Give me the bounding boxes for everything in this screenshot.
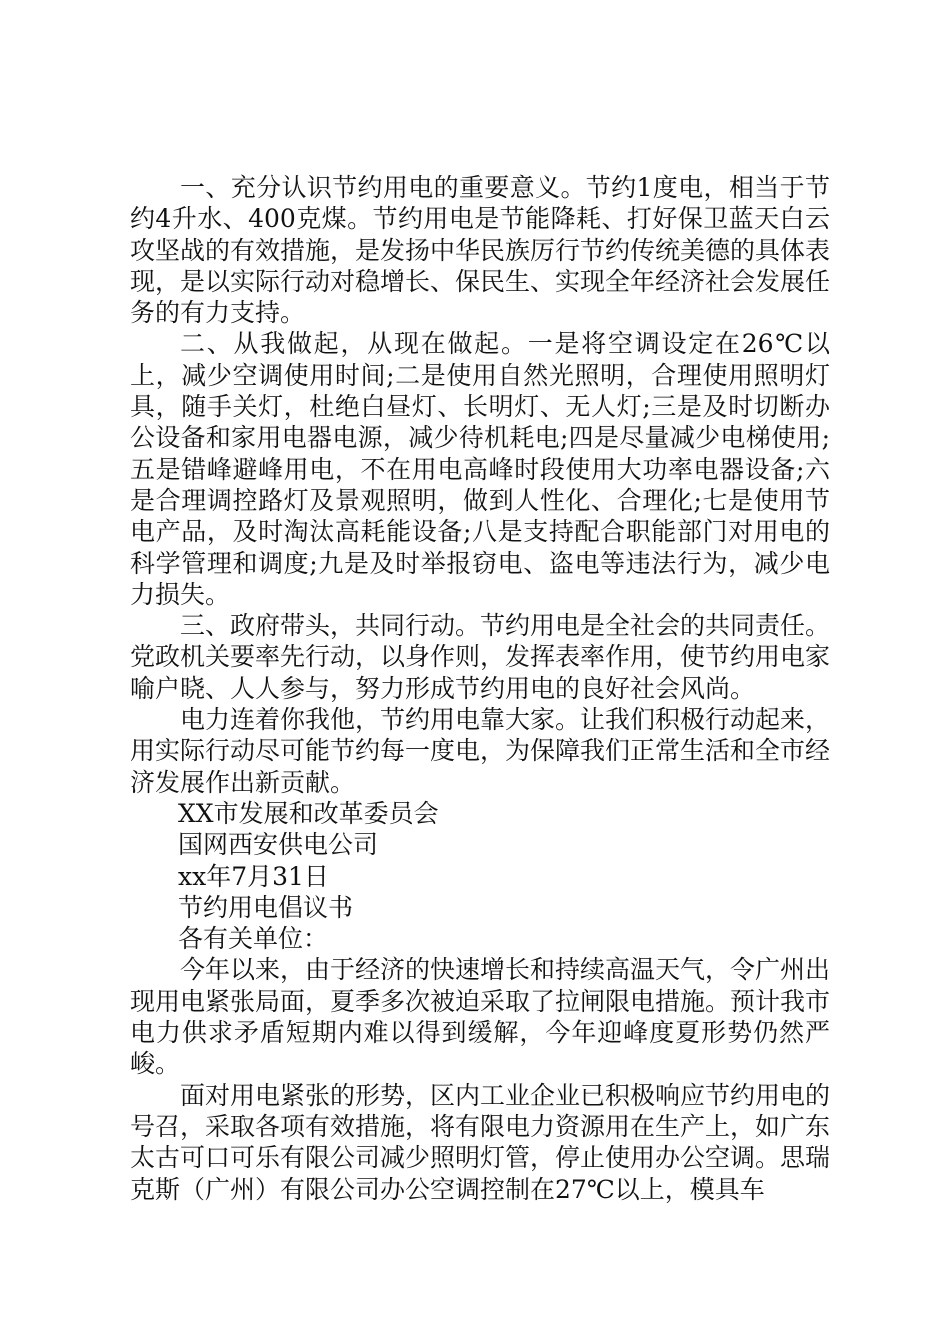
document-body — [130, 172, 830, 1205]
signature-org-2: 国网西安供电公司 — [178, 830, 379, 860]
paragraph-government-lead: 三、政府带头，共同行动。节约用电是全社会的共同责任。党政机关要率先行动，以身作则，发挥表率作用，使节约用电家喻户晓、人人参与，努力形成节约用电的良好社会风尚。 — [130, 611, 831, 703]
signature-date: xx年7月31日 — [178, 861, 329, 891]
salutation: 各有关单位： — [178, 924, 329, 954]
paragraph-situation: 今年以来，由于经济的快速增长和持续高温天气，令广州出现用电紧张局面，夏季多次被迫采取了拉闸限电措施。预计我市电力供求矛盾短期内难以得到缓解，今年迎峰度夏形势仍然严峻。 — [130, 955, 831, 1079]
second-document-title: 节约用电倡议书 — [178, 892, 354, 922]
paragraph-call-to-action: 电力连着你我他，节约用电靠大家。让我们积极行动起来，用实际行动尽可能节约每一度电，为保障我们正常生活和全市经济发展作出新贡献。 — [130, 705, 831, 797]
paragraph-industry-response: 面对用电紧张的形势，区内工业企业已积极响应节约用电的号召，采取各项有效措施，将有限电力资源用在生产上，如广东太古可口可乐有限公司减少照明灯管，停止使用办公空调。思瑞克斯（广州）有限公司办公空调控制在27℃以上，模具车 — [130, 1080, 831, 1204]
signature-org-1: XX市发展和改革委员会 — [178, 798, 439, 828]
paragraph-measures: 二、从我做起，从现在做起。一是将空调设定在26℃以上，减少空调使用时间;二是使用自然光照明，合理使用照明灯具，随手关灯，杜绝白昼灯、长明灯、无人灯;三是及时切断办公设备和家用电器电源，减少待机耗电;四是尽量减少电梯使用;五是错峰避峰用电，不在用电高峰时段使用大功率电器设备;六是合理调控路灯及景观照明，做到人性化、合理化;七是使用节电产品，及时淘汰高耗能设备;八是支持配合职能部门对用电的科学管理和调度;九是及时举报窃电、盗电等违法行为，减少电力损失。 — [130, 329, 830, 609]
paragraph-significance: 一、充分认识节约用电的重要意义。节约1度电，相当于节约4升水、400克煤。节约用电是节能降耗、打好保卫蓝天白云攻坚战的有效措施，是发扬中华民族厉行节约传统美德的具体表现，是以实际行动对稳增长、保民生、实现全年经济社会发展任务的有力支持。 — [130, 173, 831, 328]
